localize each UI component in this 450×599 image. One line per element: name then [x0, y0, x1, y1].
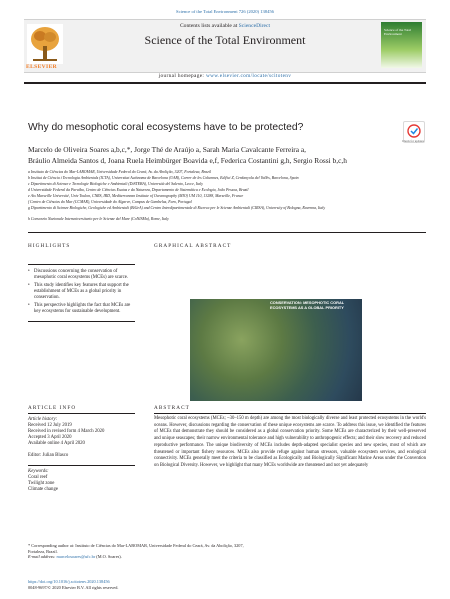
author-line: Bráulio Almeida Santos d, Joana Ruela Heimbürger Boavida e,f, Federica Costantini g,h, Sergio Rossi b,c,h [28, 156, 347, 165]
highlight-item: • This perspective highlights the fact that MCEs are key ecosystems for sustainable development. [28, 303, 135, 315]
accepted-date: Accepted 3 April 2020 [28, 435, 72, 440]
received-date: Received 12 July 2019 [28, 423, 72, 428]
graphical-abstract-heading: GRAPHICAL ABSTRACT [154, 243, 232, 249]
abstract-text: Mesophotic coral ecosystems (MCEs; ~30–150 m depth) are among the most biologically diverse and least protected ecosystems in the world's oceans. However, discussions regarding the conservation of these unique ecosystems are scarce. To address this issue, we identified the features of MCEs that demonstrate they should be considered as a global conservation priority. Some MCEs are characterized by their well-preserved and unique seascapes; their narrow environmental tolerance and high vulnerability to anthropogenic effects; and their slow recovery and reduced reproductive performance. The unique biodiversity of MCEs includes depth-adapted specialist species and new species, most of which are threatened or important fishery resources. MCEs also provide refuge against human stressors, valuable ecosystem services, and ecological connectivity. MCEs generally meet the criteria to be classified as Ecologically and Biologically Significant Marine Areas under the Convention on Biological Diversity. However, we highlight that many MCEs worldwide are threatened and not yet adequately [154, 416, 426, 468]
sciencedirect-link[interactable]: ScienceDirect [238, 23, 271, 29]
abstract-heading: ABSTRACT [154, 405, 190, 411]
affiliation: c Dipartimento di Scienze e Tecnologie Biologiche e Ambientali (DiSTEBA), Università del Salento, Lecce, Italy [28, 182, 203, 186]
highlights-list [28, 264, 135, 322]
keyword: Twilight zone [28, 481, 55, 486]
article-info [28, 417, 135, 493]
affiliation: f Centro de Ciências do Mar (CCMAR), Universidade do Algarve, Campus de Gambelas, Faro, Portugal [28, 200, 192, 204]
highlights-heading: HIGHLIGHTS [28, 243, 71, 249]
graphical-abstract-caption: CONSERVATION: MESOPHOTIC CORAL ECOSYSTEMS AS A GLOBAL PRIORITY [270, 300, 345, 310]
keyword: Climate change [28, 487, 58, 492]
homepage-link[interactable]: www.elsevier.com/locate/scitotenv [205, 73, 292, 79]
keywords-label: Keywords: [28, 465, 135, 475]
elsevier-wordmark: ELSEVIER [26, 64, 58, 70]
journal-cover-title: Science of the Total Environment [384, 28, 411, 36]
paper-title: Why do mesophotic coral ecosystems have to be protected? [28, 122, 304, 133]
doi-link[interactable]: https://doi.org/10.1016/j.scitotenv.2020.138456 [28, 579, 110, 584]
article-info-heading: ARTICLE INFO [28, 405, 77, 411]
issn-copyright: 0048-9697/© 2020 Elsevier B.V. All rights reserved. [28, 584, 119, 590]
masthead-rule [24, 82, 426, 84]
author-line: Marcelo de Oliveira Soares a,b,c,*, Jorge Thé de Araújo a, Sarah Maria Cavalcante Ferreira a, [28, 145, 306, 154]
affiliation: h Consorzio Nazionale Interuniversitario per le Scienze del Mare (CoNISMa), Rome, Italy [28, 217, 169, 221]
homepage-prefix: journal homepage: [158, 73, 205, 79]
keyword: Coral reef [28, 475, 48, 480]
email-link[interactable]: marcelosoares@ufc.br [56, 554, 96, 559]
affiliation: a Instituto de Ciências do Mar-LABOMAR, Universidade Federal do Ceará, Av. da Abolição, 3207, Fortaleza, Brazil [28, 170, 211, 174]
author-list [28, 144, 428, 166]
email-prefix: E-mail address: [28, 554, 56, 559]
article-info-rule [28, 413, 135, 414]
affiliation: b Institut de Ciència i Tecnologia Ambientals (ICTA), Universitat Autònoma de Barcelona (UAB), Carrer de les Columnes, Edifici Z, Cerdanyola del Vallès, Barcelona, Spain [28, 176, 299, 180]
affiliation: d Universidade Federal da Paraíba, Centro de Ciências Exatas e da Natureza, Departamento de Sistemática e Ecologia, João Pessoa, Brazil [28, 188, 249, 192]
journal-homepage-line [0, 73, 450, 79]
corresponding-author-footnote [28, 543, 248, 560]
doi-block [28, 579, 118, 590]
section-divider [28, 232, 426, 233]
highlight-item: • Discussions concerning the conservation of mesophotic coral ecosystems (MCEs) are scarce. [28, 269, 135, 281]
journal-title: Science of the Total Environment [144, 33, 306, 47]
contents-prefix: Contents lists available at [179, 23, 238, 29]
check-for-updates-label[interactable]: Check for updates [402, 139, 424, 143]
online-date: Available online 4 April 2020 [28, 441, 85, 446]
article-history-label: Article history: [28, 417, 58, 422]
affiliation: e Aix Marseille Université, Univ Toulon, CNRS, IRD, Mediterranean Institute of Oceanography (MIO) UM 110, 13288, Marseille, France [28, 194, 244, 198]
email-suffix: (M.O. Soares). [96, 554, 122, 559]
revised-date: Received in revised form 4 March 2020 [28, 429, 105, 434]
email-line [28, 554, 248, 560]
corresponding-author-note: * Corresponding author at: Instituto de Ciências do Mar-LABOMAR, Universidade Federal do Ceará, Av. da Abolição, 3207, Fortaleza, Brazil. [28, 543, 244, 554]
affiliation: g Dipartimento di Scienze Biologiche, Geologiche ed Ambientali (BiGeA) and Centro Interdipartimentale di Ricerca per le Scienze Ambientali (CIRSA), University of Bologna, Ravenna, Italy [28, 206, 326, 210]
highlight-item: • This study identifies key features that support the establishment of MCEs as a global priority in conservation. [28, 283, 135, 301]
abstract-rule [154, 413, 426, 414]
journal-reference-link[interactable]: Science of the Total Environment 726 (2020) 138456 [176, 9, 274, 14]
editor-line: Editor: Julian Blasco [28, 453, 69, 458]
graphical-abstract-image[interactable] [190, 299, 362, 401]
